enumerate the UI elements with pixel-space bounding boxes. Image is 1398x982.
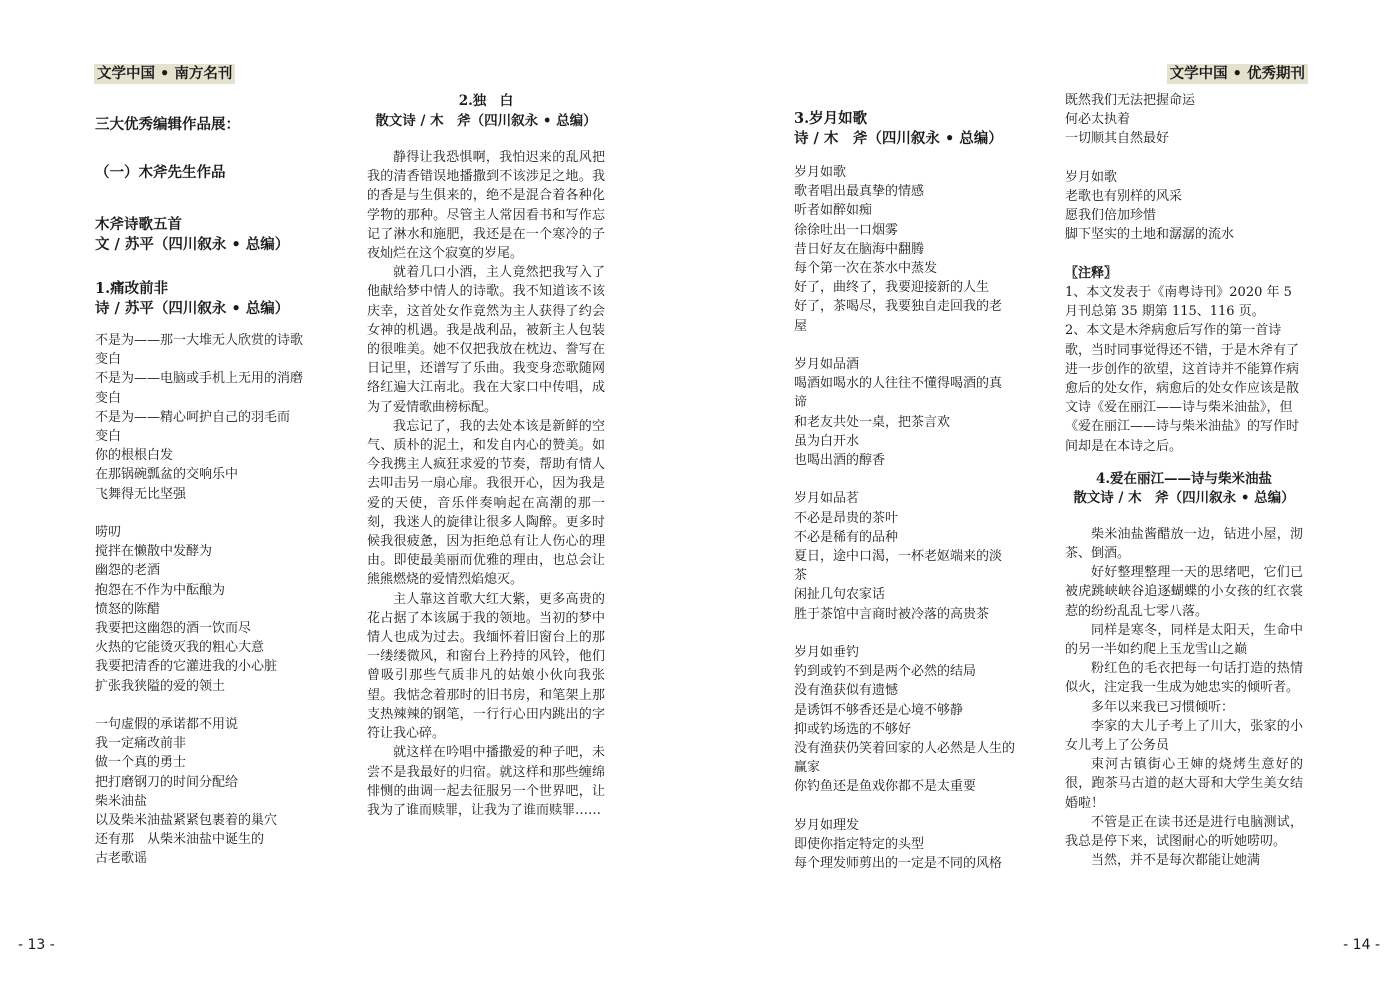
- poem-line: 不是为——精心呵护自己的羽毛而: [95, 409, 291, 425]
- poem-author: 诗 / 苏平（四川叙永 • 总编）: [95, 300, 290, 317]
- poem-line: 赢家: [794, 760, 821, 776]
- poem-line: 岁月如品茗: [794, 491, 860, 507]
- poem-line: 茶: [794, 568, 808, 584]
- poem3-lines: [794, 163, 1039, 873]
- poem-line: 听者如醉如痴: [794, 203, 873, 219]
- note-item: 2、本文是木斧病愈后写作的第一首诗歌，当时同事觉得还不错，于是木斧有了进一步创作的欲望，这首诗并不能算作病愈后的处女作，病愈后的处女作应该是散文诗《爱在丽江——诗与柴米油盐》，但《爱在丽江——诗与柴米油盐》的写作时间却是在本诗之后。: [1065, 323, 1300, 454]
- right-page: [699, 0, 1398, 982]
- poem-line: 歌者唱出最真挚的情感: [794, 184, 925, 200]
- prose-paragraph: 好好整理整理一天的思绪吧，它们已被虎跳峡峡谷追逐蝴蝶的小女孩的红衣裳惹的纷纷乱乱七零八落。: [1065, 565, 1303, 619]
- poem4-paragraphs: [1065, 525, 1303, 871]
- poem-line: 不是为——电脑或手机上无用的消磨: [95, 371, 304, 387]
- poem-line: 你钓鱼还是鱼戏你都不是太重要: [794, 779, 977, 795]
- poem-line: 搅拌在懒散中发酵为: [95, 544, 213, 560]
- poem-line: 是诱饵不够香还是心境不够静: [794, 702, 964, 718]
- poem-line: 一句虚假的承诺都不用说: [95, 717, 239, 733]
- prose-paragraph: 主人靠这首歌大红大紫，更多高贵的花占据了本该属于我的领地。当初的梦中情人也成为过去。我缅怀着旧窗台上的那一缕缕微风，和窗台上矜持的风铃，他们曾吸引那些气质非凡的姑娘小伙向我张望。我惦念着那时的旧书房，和笔架上那支热辣辣的钢笔，一行行心田内跳出的字符让我心碎。: [367, 591, 605, 742]
- poem-line: 还有那 从柴米油盐中诞生的: [95, 832, 265, 848]
- prose-poem-paragraphs: [367, 148, 605, 820]
- prose-paragraph: 不管是正在读书还是进行电脑测试，我总是停下来，试图耐心的听她唠叨。: [1065, 814, 1303, 850]
- poem-line: 没有渔获仍笑着回家的人必然是人生的: [794, 741, 1016, 757]
- poem-line: 愤怒的陈醋: [95, 601, 161, 617]
- poem4-title: 4.爱在丽江——诗与柴米油盐: [1095, 470, 1273, 487]
- poem-line: 也喝出酒的醇香: [794, 453, 886, 469]
- poem-line: 我要把清香的它灌进我的小心脏: [95, 659, 278, 675]
- poem3-continued-lines: [1065, 91, 1303, 245]
- poem-line: 古老歌谣: [95, 851, 148, 867]
- right-column-poem: [794, 109, 1039, 873]
- poem-line: 胜于茶馆中言商时被冷落的高贵茶: [794, 606, 990, 622]
- poem-line: 岁月如垂钓: [794, 645, 860, 661]
- poem-line: 扩张我狭隘的爱的领土: [95, 678, 226, 694]
- prose-paragraph: 柴米油盐酱醋放一边，钻进小屋，沏茶、倒酒。: [1065, 526, 1303, 562]
- prose-paragraph: 同样是寒冬，同样是太阳天，生命中的另一半如约爬上玉龙雪山之巅: [1065, 622, 1303, 658]
- prose-paragraph: 粉红色的毛衣把每一句话打造的热情似火，注定我一生成为她忠实的倾听者。: [1065, 661, 1303, 696]
- poem-line: 好了，茶喝尽，我要独自走回我的老: [794, 299, 1003, 315]
- poem-line: 喝酒如喝水的人往往不懂得喝酒的真: [794, 376, 1003, 392]
- poem-line: 既然我们无法把握命运: [1065, 93, 1196, 108]
- poem-line: 在那锅碗瓢盆的交响乐中: [95, 467, 239, 483]
- poem-line: 把打磨钢刀的时间分配给: [95, 774, 239, 790]
- poem-title: 1.痛改前非: [95, 280, 169, 297]
- poem-line: 每个理发师剪出的一定是不同的风格: [794, 856, 1003, 872]
- poem-line: 我一定痛改前非: [95, 736, 187, 752]
- poem-line: 岁月如理发: [794, 817, 860, 833]
- poem-line: 一切顺其自然最好: [1065, 131, 1170, 147]
- poem-line: 不必是稀有的品种: [794, 529, 899, 545]
- prose-paragraph: 当然，并不是每次都能让她满: [1091, 853, 1261, 869]
- poem-line: 屋: [794, 318, 808, 334]
- section-title: 三大优秀编辑作品展：: [95, 116, 240, 133]
- poem-line: 虽为白开水: [794, 433, 860, 449]
- section-subtitle: （一）木斧先生作品: [95, 164, 226, 181]
- page-number-left: - 13 -: [18, 937, 55, 953]
- poem-line: 不必是昂贵的茶叶: [794, 510, 899, 526]
- poem3-title: 3.岁月如歌: [794, 110, 868, 127]
- prose-paragraph: 束河古镇街心王婶的烧烤生意好的很，跑茶马古道的赵大哥和大学生美女结婚啦！: [1065, 757, 1303, 811]
- poem-line: 徐徐吐出一口烟雾: [794, 222, 899, 238]
- blank-line: [95, 504, 325, 523]
- poem-line: 岁月如歌: [794, 165, 847, 180]
- poem3-author: 诗 / 木 斧（四川叙永 • 总编）: [794, 130, 1003, 147]
- poem-line: 谛: [794, 395, 808, 411]
- poem-line: 即使你指定特定的头型: [794, 837, 925, 853]
- poem-line: 何必太执着: [1065, 112, 1131, 128]
- right-page-header: 文学中国 • 优秀期刊: [1167, 64, 1308, 84]
- far-right-column: [1065, 91, 1303, 870]
- poem-line: 做一个真的勇士: [95, 755, 187, 771]
- prose-paragraph: 静得让我恐惧啊，我怕迟来的乱风把我的清香错误地播撒到不该涉足之地。我的香是与生俱来的，绝不是混合着各种化学物的那种。尽管主人常因看书和写作忘记了淋水和施肥，我还是在一个寒冷的子夜灿烂在这个寂寞的岁尾。: [367, 150, 605, 262]
- blank-line: [95, 696, 325, 715]
- blank-line: [794, 336, 1039, 355]
- blank-line: [794, 797, 1039, 816]
- poem-line: 抱怨在不作为中酝酿为: [95, 582, 226, 598]
- poem-line: 柴米油盐: [95, 793, 148, 809]
- poem-line: 岁月如品酒: [794, 357, 860, 373]
- poem-line: 老歌也有别样的风采: [1065, 189, 1183, 204]
- prose-paragraph: 就这样在吟唱中播撒爱的种子吧，未尝不是我最好的归宿。就这样和那些缠绵悱恻的曲调一起去征服另一个世界吧，让我为了谁而赎罪，让我为了谁而赎罪……: [367, 745, 605, 818]
- left-page-header: 文学中国 • 南方名刊: [94, 64, 235, 84]
- work-title: 木斧诗歌五首: [95, 216, 182, 233]
- poem-line: 和老友共处一桌，把茶言欢: [794, 414, 951, 430]
- work-author: 文 / 苏平（四川叙永 • 总编）: [95, 236, 290, 253]
- poem-line: 夏日，途中口渴，一杯老妪端来的淡: [794, 549, 1003, 565]
- blank-line: [1065, 149, 1303, 168]
- prose-paragraph: 我忘记了，我的去处本该是新鲜的空气、质朴的泥土，和发自内心的赞美。如今我携主人疯狂求爱的节奏，帮助有情人去叩击另一扇心扉。我很开心，因为我是爱的天使，音乐伴奏响起在高潮的那一刻，我迷人的旋律让很多人陶醉。更多时候我很疲惫，因为拒绝总有让人伤心的理由。即使最美丽而优雅的理由，也总会让熊熊燃烧的爱情烈焰熄灭。: [367, 418, 605, 588]
- poem-line: 不是为——那一大堆无人欣赏的诗歌: [95, 333, 304, 348]
- poem-line: 我要把这幽怨的酒一饮而尽: [95, 621, 252, 637]
- prose-paragraph: 多年以来我已习惯倾听：: [1091, 699, 1235, 715]
- notes-title: 〖注释〗: [1065, 265, 1118, 281]
- poem-line: 抑或钓场选的不够好: [794, 721, 912, 737]
- poem-line: 愿我们倍加珍惜: [1065, 208, 1157, 224]
- poem4-author: 散文诗 / 木 斧（四川叙永 • 总编）: [1073, 490, 1295, 507]
- poem-line: 变白: [95, 390, 122, 406]
- poem-line: 火热的它能烫灭我的粗心大意: [95, 640, 265, 656]
- poem-line: 每个第一次在茶水中蒸发: [794, 261, 938, 277]
- poem-line: 昔日好友在脑海中翻腾: [794, 241, 925, 257]
- poem-line: 飞舞得无比坚强: [95, 486, 187, 502]
- prose-poem-title: 2.独 白: [458, 93, 514, 109]
- poem-line: 钓到或钓不到是两个必然的结局: [794, 664, 977, 680]
- poem-line: 变白: [95, 352, 122, 368]
- prose-paragraph: 就着几口小酒，主人竟然把我写入了他献给梦中情人的诗歌。我不知道该不该庆幸，这首处女作竟然为主人获得了约会女神的机遇。我是战利品，被新主人包装的很唯美。她不仅把我放在枕边、誊写在日记里，还谱写了乐曲。我变身恋歌随网络红遍大江南北。我在大家口中传唱，成为了爱情歌曲榜标配。: [367, 265, 605, 415]
- poem-line: 唠叨: [95, 525, 122, 541]
- poem-line: 没有渔获似有遗憾: [794, 683, 899, 699]
- notes: [1065, 283, 1303, 456]
- poem-line: 闲扯几句农家话: [794, 587, 886, 603]
- poem-line: 变白: [95, 429, 122, 445]
- poem-line: 岁月如歌: [1065, 169, 1118, 185]
- poem-lines: [95, 331, 325, 869]
- poem-line: 脚下坚实的土地和潺潺的流水: [1065, 227, 1235, 243]
- note-item: 1、本文发表于《南粤诗刊》2020 年 5 月刊总第 35 期第 115、116 页。: [1065, 285, 1292, 320]
- prose-paragraph: 李家的大儿子考上了川大，张家的小女儿考上了公务员: [1065, 718, 1303, 754]
- page-number-right: - 14 -: [1343, 937, 1380, 953]
- left-column-poems: [95, 115, 325, 869]
- blank-line: [794, 624, 1039, 643]
- poem-line: 幽怨的老酒: [95, 563, 161, 579]
- poem-line: 好了，曲终了，我要迎接新的人生: [794, 280, 990, 296]
- blank-line: [794, 470, 1039, 489]
- middle-column-prose-poem: [367, 92, 605, 820]
- poem-line: 以及柴米油盐紧紧包裹着的巢穴: [95, 813, 278, 829]
- poem-line: 你的根根白发: [95, 448, 174, 464]
- prose-poem-author: 散文诗 / 木 斧（四川叙永 • 总编）: [375, 112, 597, 129]
